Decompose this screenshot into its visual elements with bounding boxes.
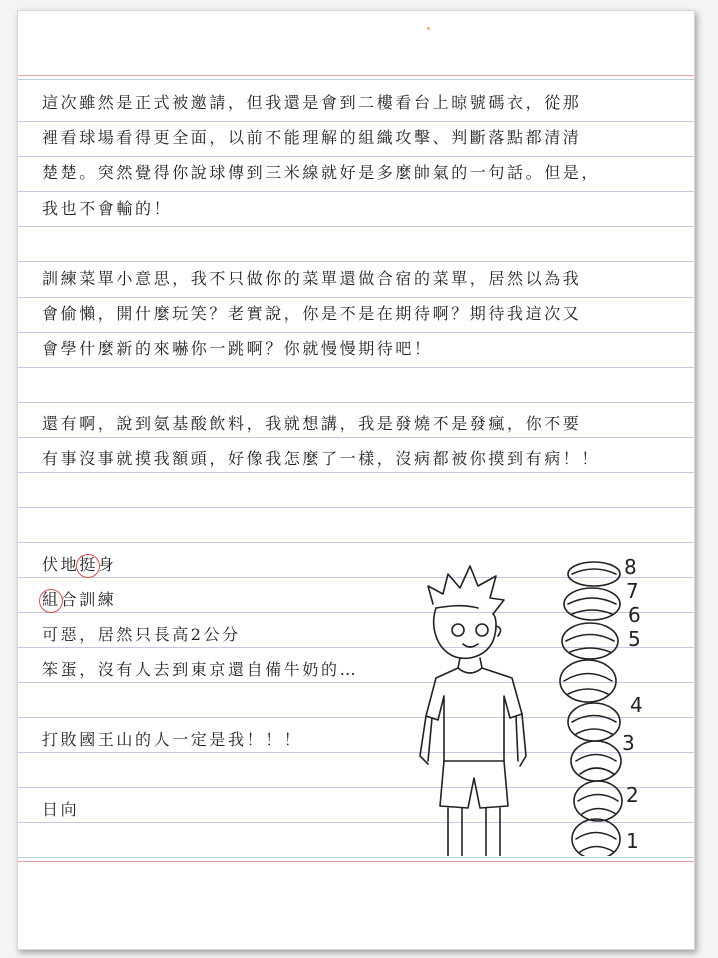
paper-speck [427,27,430,30]
right-arm [520,714,526,766]
shirt-outline [426,668,522,761]
paragraph1-line2: 裡看球場看得更全面，以前不能理解的組織攻擊、判斷落點都清清 [42,128,582,147]
note-milk: 笨蛋，沒有人去到東京還自備牛奶的… [42,660,359,679]
note-combined-training [42,590,402,610]
note-pushups [42,555,402,575]
volleyball-6 [562,623,618,659]
letter-paper [17,10,695,950]
ball-number-1: 1 [626,829,639,853]
ball-number-5: 5 [628,627,641,651]
left-arm [420,716,428,764]
right-leg [486,808,500,856]
note-pushups-end: 身 [97,555,117,574]
mouth [463,644,478,647]
ball-number-3: 3 [622,731,635,755]
closing-line: 打敗國王山的人一定是我！！！ [42,730,303,749]
volleyball-5 [560,660,616,702]
circled-character: 組 [42,590,61,609]
paragraph1-line1: 這次雖然是正式被邀請，但我還是會到二樓看台上晾號碼衣，從那 [42,93,582,112]
paragraph2-line2: 會偷懶，開什麼玩笑？老實說，你是不是在期待啊？期待我這次又 [42,304,582,323]
note-pushups-start: 伏地 [42,555,80,574]
paragraph3-line2: 有事沒事就摸我額頭，好像我怎麼了一樣，沒病都被你摸到有病！！ [42,449,601,468]
paragraph2-line3: 會學什麼新的來嚇你一跳啊？你就慢慢期待吧！ [42,339,433,358]
paragraph1-line4: 我也不會輸的！ [42,199,173,218]
volleyball-2 [574,781,622,821]
ball-number-4: 4 [630,693,643,717]
left-eye [452,624,464,636]
volleyball-8 [568,562,620,586]
right-eye [476,624,488,636]
paragraph3-line1: 還有啊，說到氨基酸飲料，我就想講，我是發燒不是發瘋，你不要 [42,414,582,433]
signature: 日向 [42,800,80,819]
volleyball-7 [564,588,620,620]
paragraph1-line3: 楚楚。突然覺得你說球傳到三米線就好是多麼帥氣的一句話。但是， [42,163,601,182]
volleyball-stack [560,562,622,856]
note-height: 可惡，居然只長高2公分 [42,625,241,644]
circled-character: 挺 [79,555,98,574]
volleyball-4 [568,703,620,741]
ball-number-8: 8 [624,555,637,579]
ball-number-2: 2 [626,783,639,807]
shorts-outline [440,761,508,808]
paragraph2-line1: 訓練菜單小意思，我不只做你的菜單還做合宿的菜單，居然以為我 [42,269,582,288]
note-combined-training-end: 合訓練 [60,590,117,609]
ball-number-7: 7 [626,579,639,603]
ball-number-6: 6 [628,603,641,627]
volleyball-3 [571,741,621,781]
left-leg [448,808,462,856]
